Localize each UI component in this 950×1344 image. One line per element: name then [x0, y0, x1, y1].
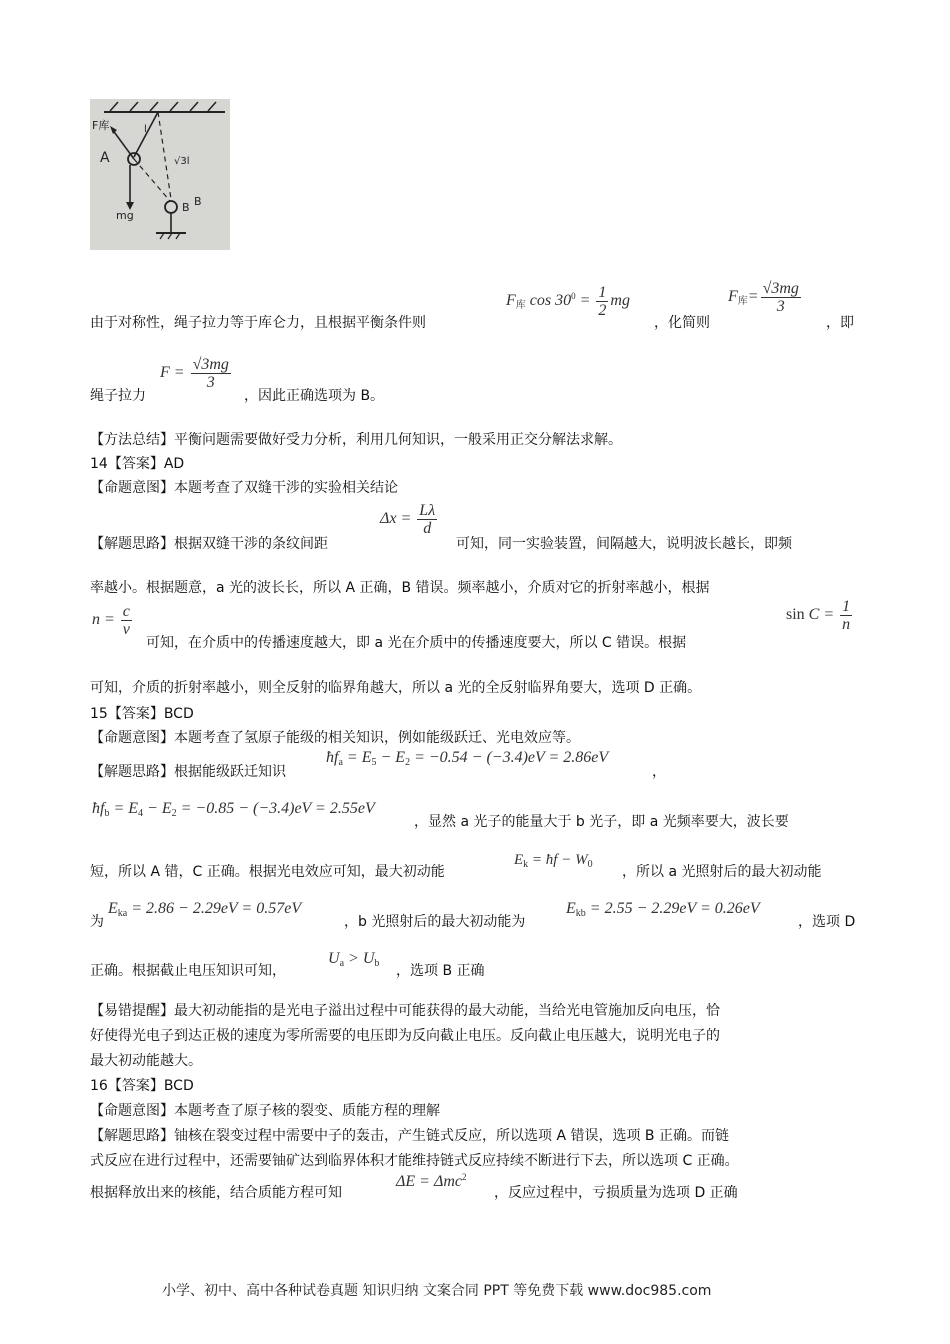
q15-line2: ，显然 a 光子的能量大于 b 光子，即 a 光频率要大，波长要	[414, 814, 789, 830]
fig-label-f: F库	[92, 119, 110, 132]
q14-line1b: 可知，同一实验装置，间隔越大，说明波长越长，即频	[456, 536, 792, 552]
eq-critical-angle: sin C = $\frac{1}{n}$	[786, 598, 851, 633]
fig-label-l1: l	[144, 124, 147, 135]
q16-line1: 【解题思路】铀核在裂变过程中需要中子的轰击，产生链式反应，所以选项 A 错误，选项 B 正确。而链	[90, 1128, 729, 1144]
q16-line3b: ，反应过程中，亏损质量为选项 D 正确	[494, 1185, 738, 1201]
p13-line2a: 绳子拉力	[90, 388, 146, 404]
method-summary: 【方法总结】平衡问题需要做好受力分析，利用几何知识，一般采用正交分解法求解。	[90, 432, 622, 448]
q14-intent: 【命题意图】本题考查了双缝干涉的实验相关结论	[90, 480, 398, 496]
fig-label-mg: mg	[116, 209, 134, 222]
eq-ke-a: $E_{ka} = 2.86 - 2.29eV = 0.57eV$	[108, 900, 302, 919]
q14-line3a: 可知，在介质中的传播速度越大，即 a 光在介质中的传播速度要大，所以 C 错误。根据	[146, 635, 687, 651]
q14-answer: 14【答案】AD	[90, 456, 185, 472]
q15-line1a: 【解题思路】根据能级跃迁知识	[90, 764, 286, 780]
q15-line3a: 短，所以 A 错，C 正确。根据光电效应可知，最大初动能	[90, 864, 445, 880]
q14-line4: 可知，介质的折射率越小，则全反射的临界角越大，所以 a 光的全反射临界角要大，选项 D 正确。	[90, 680, 702, 696]
q16-answer: 16【答案】BCD	[90, 1078, 194, 1094]
eq-refractive-index: n = $\frac{c}{v}$	[92, 603, 130, 638]
q14-line1a: 【解题思路】根据双缝干涉的条纹间距	[90, 536, 328, 552]
q15-answer: 15【答案】BCD	[90, 706, 194, 722]
force-diagram-drawing	[90, 99, 230, 250]
p13-end: ，即	[826, 315, 854, 331]
eq-mass-energy: ΔE = Δmc$^2$	[396, 1172, 467, 1190]
q15-line4b: ，b 光照射后的最大初动能为	[344, 914, 526, 930]
eq-fringe-spacing: Δx = $\frac{L\lambda}{d}$	[380, 502, 436, 537]
q15-intent: 【命题意图】本题考查了氢原子能级的相关知识，例如能级跃迁、光电效应等。	[90, 730, 580, 746]
eq-f-cos: $F_库$ $\cos 30^0$ = $\frac{1}{2}$ mg	[506, 284, 630, 319]
q15-tip2: 好使得光电子到达正极的速度为零所需要的电压即为反向截止电压。反向截止电压越大，说明光电子的	[90, 1028, 720, 1044]
force-diagram-figure	[90, 99, 230, 250]
eq-photon-b: $ħf_b = E_4 - E_2 = -0.85 - (-3.4)eV = 2.55eV$	[92, 800, 375, 819]
q15-line5b: ，选项 B 正确	[396, 963, 485, 979]
eq-stop-voltage: $U_a > U_b$	[328, 950, 380, 969]
p13-mid: ，化简则	[654, 315, 710, 331]
fig-label-b: B	[182, 201, 190, 214]
eq-photon-a: $ħf_a = E_5 - E_2 = -0.54 - (-3.4)eV = 2.86eV$	[326, 749, 609, 768]
q16-line2: 式反应在进行过程中，还需要铀矿达到临界体积才能维持链式反应持续不断进行下去，所以选项 C 正确。	[90, 1153, 739, 1169]
eq-rope-tension: F = $\frac{√3mg}{3}$	[160, 356, 229, 391]
eq-f-simplified: $F_库=$ $\frac{√3mg}{3}$	[728, 280, 799, 315]
q15-tip1: 【易错提醒】最大初动能指的是光电子溢出过程中可能获得的最大动能，当给光电管施加反向电压，恰	[90, 1003, 720, 1019]
q15-line1b: ，	[652, 764, 666, 780]
q15-tip3: 最大初动能越大。	[90, 1053, 202, 1069]
q16-line3a: 根据释放出来的核能，结合质能方程可知	[90, 1185, 342, 1201]
eq-ke-b: $E_{kb} = 2.55 - 2.29eV = 0.26eV$	[566, 900, 760, 919]
q15-line5a: 正确。根据截止电压知识可知，	[90, 963, 286, 979]
q15-line4a: 为	[90, 914, 104, 930]
q14-line2: 率越小。根据题意，a 光的波长长，所以 A 正确，B 错误。频率越小，介质对它的折射率越小，根据	[90, 580, 710, 596]
fig-label-a: A	[100, 150, 110, 166]
q15-line4c: ，选项 D	[798, 914, 856, 930]
fig-label-b2: B	[194, 195, 202, 208]
fig-label-length: √3l	[174, 156, 190, 167]
p13-line1: 由于对称性，绳子拉力等于库仑力，且根据平衡条件则	[90, 315, 426, 331]
p13-line2b: ，因此正确选项为 B。	[244, 388, 385, 404]
q15-line3b: ，所以 a 光照射后的最大初动能	[622, 864, 822, 880]
footer-text: 小学、初中、高中各种试卷真题 知识归纳 文案合同 PPT 等免费下载 www.doc985.com	[162, 1283, 712, 1299]
eq-max-ke: $E_k$ = ħf − $W_0$	[514, 852, 593, 870]
q16-intent: 【命题意图】本题考查了原子核的裂变、质能方程的理解	[90, 1103, 440, 1119]
